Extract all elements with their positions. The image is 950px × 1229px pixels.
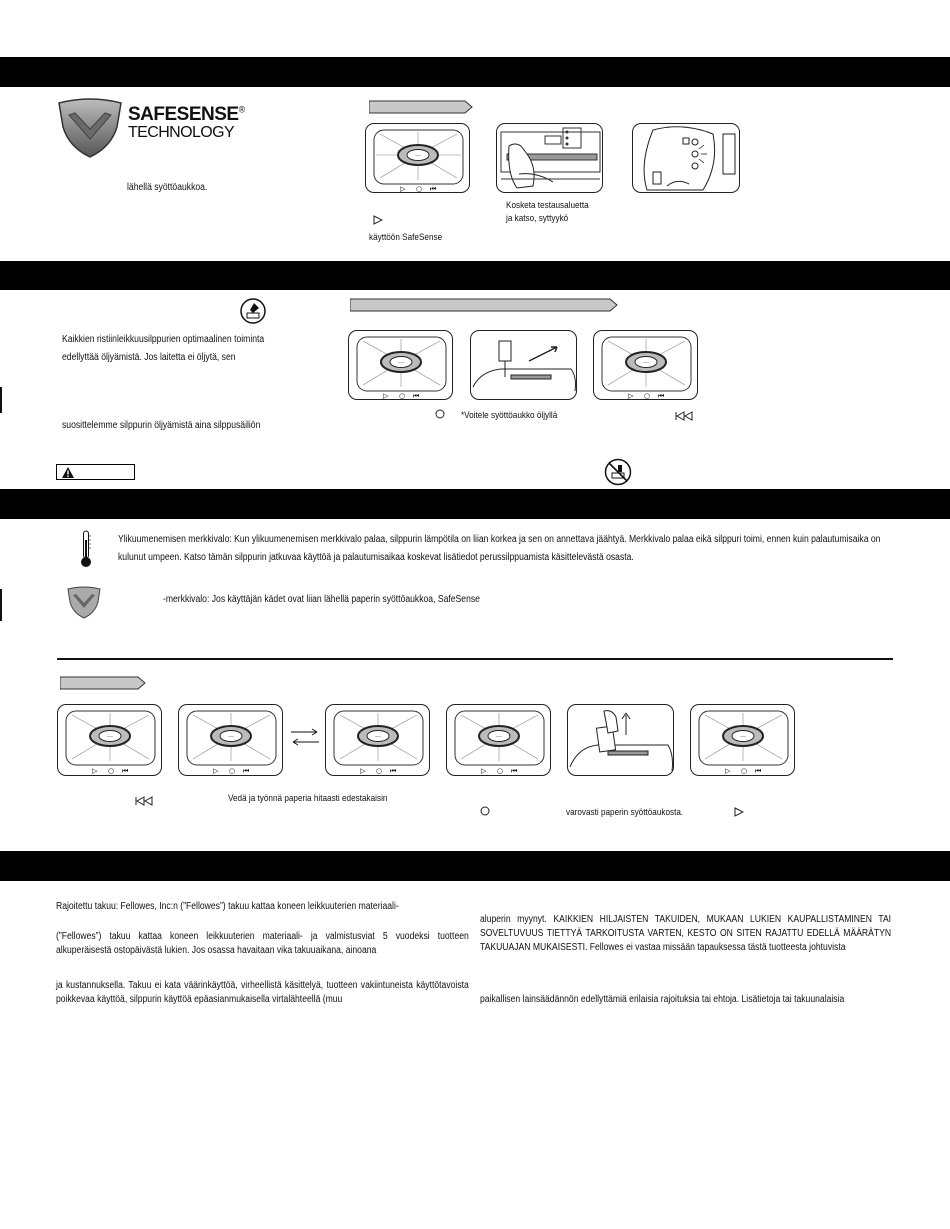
no-aerosol-icon — [604, 458, 632, 486]
off-circle-icon — [435, 409, 445, 419]
control-panel-drawing — [326, 705, 431, 777]
margin-mark-1 — [0, 387, 2, 413]
svg-text:▷: ▷ — [628, 392, 634, 400]
reverse-icon — [675, 411, 693, 421]
svg-text:○: ○ — [644, 392, 651, 400]
svg-text:○: ○ — [416, 185, 423, 193]
svg-text:▷: ▷ — [400, 185, 406, 193]
safesense-caption-left-1: käyttöön SafeSense — [369, 232, 443, 243]
back-and-forth-arrows-icon — [289, 726, 321, 748]
svg-text:⏮: ⏮ — [390, 767, 397, 775]
svg-text:○: ○ — [229, 767, 236, 775]
safesense-caption-mid-2: ja katso, syttyykö — [506, 213, 569, 224]
warning-triangle-icon — [61, 466, 75, 479]
jam-reverse-icon — [135, 796, 153, 806]
illustration-control-panel-3 — [593, 330, 698, 400]
safesense-logo-brand: SAFESENSE® — [128, 104, 245, 125]
svg-text:···: ··· — [415, 153, 421, 160]
illustration-control-panel-1 — [365, 123, 470, 193]
registered-mark: ® — [238, 104, 245, 115]
svg-text:···: ··· — [107, 734, 113, 741]
svg-text:···: ··· — [740, 734, 746, 741]
jam-panel-remove-paper — [567, 704, 674, 776]
control-panel-drawing — [447, 705, 552, 777]
safesense-logo-sub: TECHNOLOGY — [128, 124, 235, 141]
jam-forward-icon — [734, 807, 744, 817]
svg-text:⏮: ⏮ — [755, 767, 762, 775]
control-panel-drawing — [179, 705, 284, 777]
safesense-indicator-shield-icon — [66, 586, 102, 619]
jam-caption-rock: Vedä ja työnnä paperia hitaasti edestakaisin — [228, 793, 388, 804]
svg-text:○: ○ — [399, 392, 406, 400]
svg-text:○: ○ — [741, 767, 748, 775]
warranty-right-para-1: aluperin myynyt. KAIKKIEN HILJAISTEN TAKUIDEN, MUKAAN LUKIEN KAUPALLISTAMINEN TAI SOVELTUVUUS TIETTYÄ TARKOITUSTA VARTEN, KESTO ON SITEN RAJATTU EDELLÄ MÄÄRÄTYN TAKUUAJAN MUKAISESTI. Fellowes ei vastaa missään tapauksessa tästä tuotteesta johtuvista — [480, 914, 892, 953]
arrow-tab-safesense — [369, 100, 473, 114]
svg-text:▷: ▷ — [481, 767, 487, 775]
warranty-left-line-1: Rajoitettu takuu: Fellowes, Inc:n (”Fellowes”) takuu kattaa koneen leikkuuterien materiaali- — [56, 901, 399, 912]
warranty-left-para-3: ja kustannuksella. Takuu ei kata väärinkäyttöä, virheellistä käsittelyä, tuotteen vakiintuneista käyttötavoista poikkevaa käyttöä, silppurin käyttöä epäasianmukaisella virtalähteellä (muu — [56, 980, 469, 1005]
safesense-shield-icon — [55, 97, 125, 159]
section-header-bar-oiling — [0, 261, 950, 290]
jam-panel-6 — [690, 704, 795, 776]
section-divider — [57, 658, 893, 660]
svg-text:···: ··· — [496, 734, 502, 741]
section-header-bar-warranty — [0, 851, 950, 881]
safesense-indicator-text: -merkkivalo: Jos käyttäjän kädet ovat liian lähellä paperin syöttöaukkoa, SafeSense — [163, 594, 480, 605]
jam-panel-1 — [57, 704, 162, 776]
control-panel-drawing — [349, 331, 454, 401]
svg-text:○: ○ — [376, 767, 383, 775]
svg-text:···: ··· — [228, 734, 234, 741]
illustration-light-check — [632, 123, 740, 193]
jam-off-circle-icon — [480, 806, 490, 816]
svg-text:▷: ▷ — [213, 767, 219, 775]
svg-text:▷: ▷ — [360, 767, 366, 775]
svg-text:○: ○ — [108, 767, 115, 775]
illustration-oil-feed — [470, 330, 577, 400]
oiling-para-line-2: edellyttää öljyämistä. Jos laitetta ei öljytä, sen — [62, 352, 236, 363]
start-forward-icon — [373, 215, 383, 225]
light-check-drawing — [633, 124, 741, 194]
margin-mark-2 — [0, 589, 2, 621]
arrow-tab-oiling — [350, 298, 618, 312]
remove-paper-drawing — [568, 705, 675, 777]
svg-text:▷: ▷ — [383, 392, 389, 400]
svg-text:⏮: ⏮ — [122, 767, 129, 775]
svg-text:⏮: ⏮ — [511, 767, 518, 775]
svg-text:▷: ▷ — [92, 767, 98, 775]
thermometer-icon — [80, 530, 92, 568]
svg-text:⏮: ⏮ — [413, 392, 420, 400]
illustration-control-panel-2 — [348, 330, 453, 400]
oil-shredder-icon — [240, 298, 266, 324]
warranty-right-para-2: paikallisen lainsäädännön edellyttämiä erilaisia rajoituksia tai ehtoja. Lisätietoja tai takuunalaisia — [480, 994, 845, 1005]
jam-panel-4 — [446, 704, 551, 776]
warning-box — [56, 464, 135, 480]
oiling-para-line-3: suosittelemme silppurin öljyämistä aina silppusäiliön — [62, 420, 261, 431]
jam-panel-3 — [325, 704, 430, 776]
svg-text:···: ··· — [398, 360, 404, 367]
svg-text:⏮: ⏮ — [430, 185, 437, 193]
test-touch-drawing — [497, 124, 604, 194]
svg-text:▷: ▷ — [725, 767, 731, 775]
arrow-tab-jam — [60, 676, 146, 690]
control-panel-drawing — [594, 331, 699, 401]
overheat-indicator-text: Ylikuumenemisen merkkivalo: Kun ylikuumenemisen merkkivalo palaa, silppurin lämpötila on liian korkea ja sen on annettava jäähtyä. Merkkivalo palaa eikä silppuri toimi, ennen kuin palautumisaika on kulunut umpeen. Katso tämän silppurin jatkuvaa käyttöä ja palautumisaikaa koskevat lisätiedot perussilppuamista käsittelevästä osasta. — [118, 534, 881, 563]
svg-text:⏮: ⏮ — [658, 392, 665, 400]
svg-text:···: ··· — [375, 734, 381, 741]
control-panel-drawing — [691, 705, 796, 777]
safesense-caption-mid-1: Kosketa testausaluetta — [506, 200, 589, 211]
jam-caption-remove: varovasti paperin syöttöaukosta. — [566, 807, 684, 818]
control-panel-drawing — [58, 705, 163, 777]
oiling-caption-oil: *Voitele syöttöaukko öljyllä — [461, 410, 558, 421]
control-panel-drawing — [366, 124, 471, 194]
svg-text:⏮: ⏮ — [243, 767, 250, 775]
jam-panel-2 — [178, 704, 283, 776]
section-header-bar-indicators — [0, 489, 950, 519]
oil-feed-drawing — [471, 331, 578, 401]
oiling-para-line-1: Kaikkien ristiinleikkuusilppurien optimaalinen toiminta — [62, 334, 265, 345]
section-header-bar-safesense — [0, 57, 950, 87]
safesense-intro-text: lähellä syöttöaukkoa. — [127, 182, 208, 193]
warranty-left-para-2: (”Fellowes”) takuu kattaa koneen leikkuuterien materiaali- ja valmistusviat 5 vuodeksi tuotteen alkuperäisestä ostopäivästä lukien. Jos osassa havaitaan vika takuuaikana, ainoana — [56, 931, 469, 956]
illustration-test-touch — [496, 123, 603, 193]
svg-text:···: ··· — [643, 360, 649, 367]
svg-text:○: ○ — [497, 767, 504, 775]
